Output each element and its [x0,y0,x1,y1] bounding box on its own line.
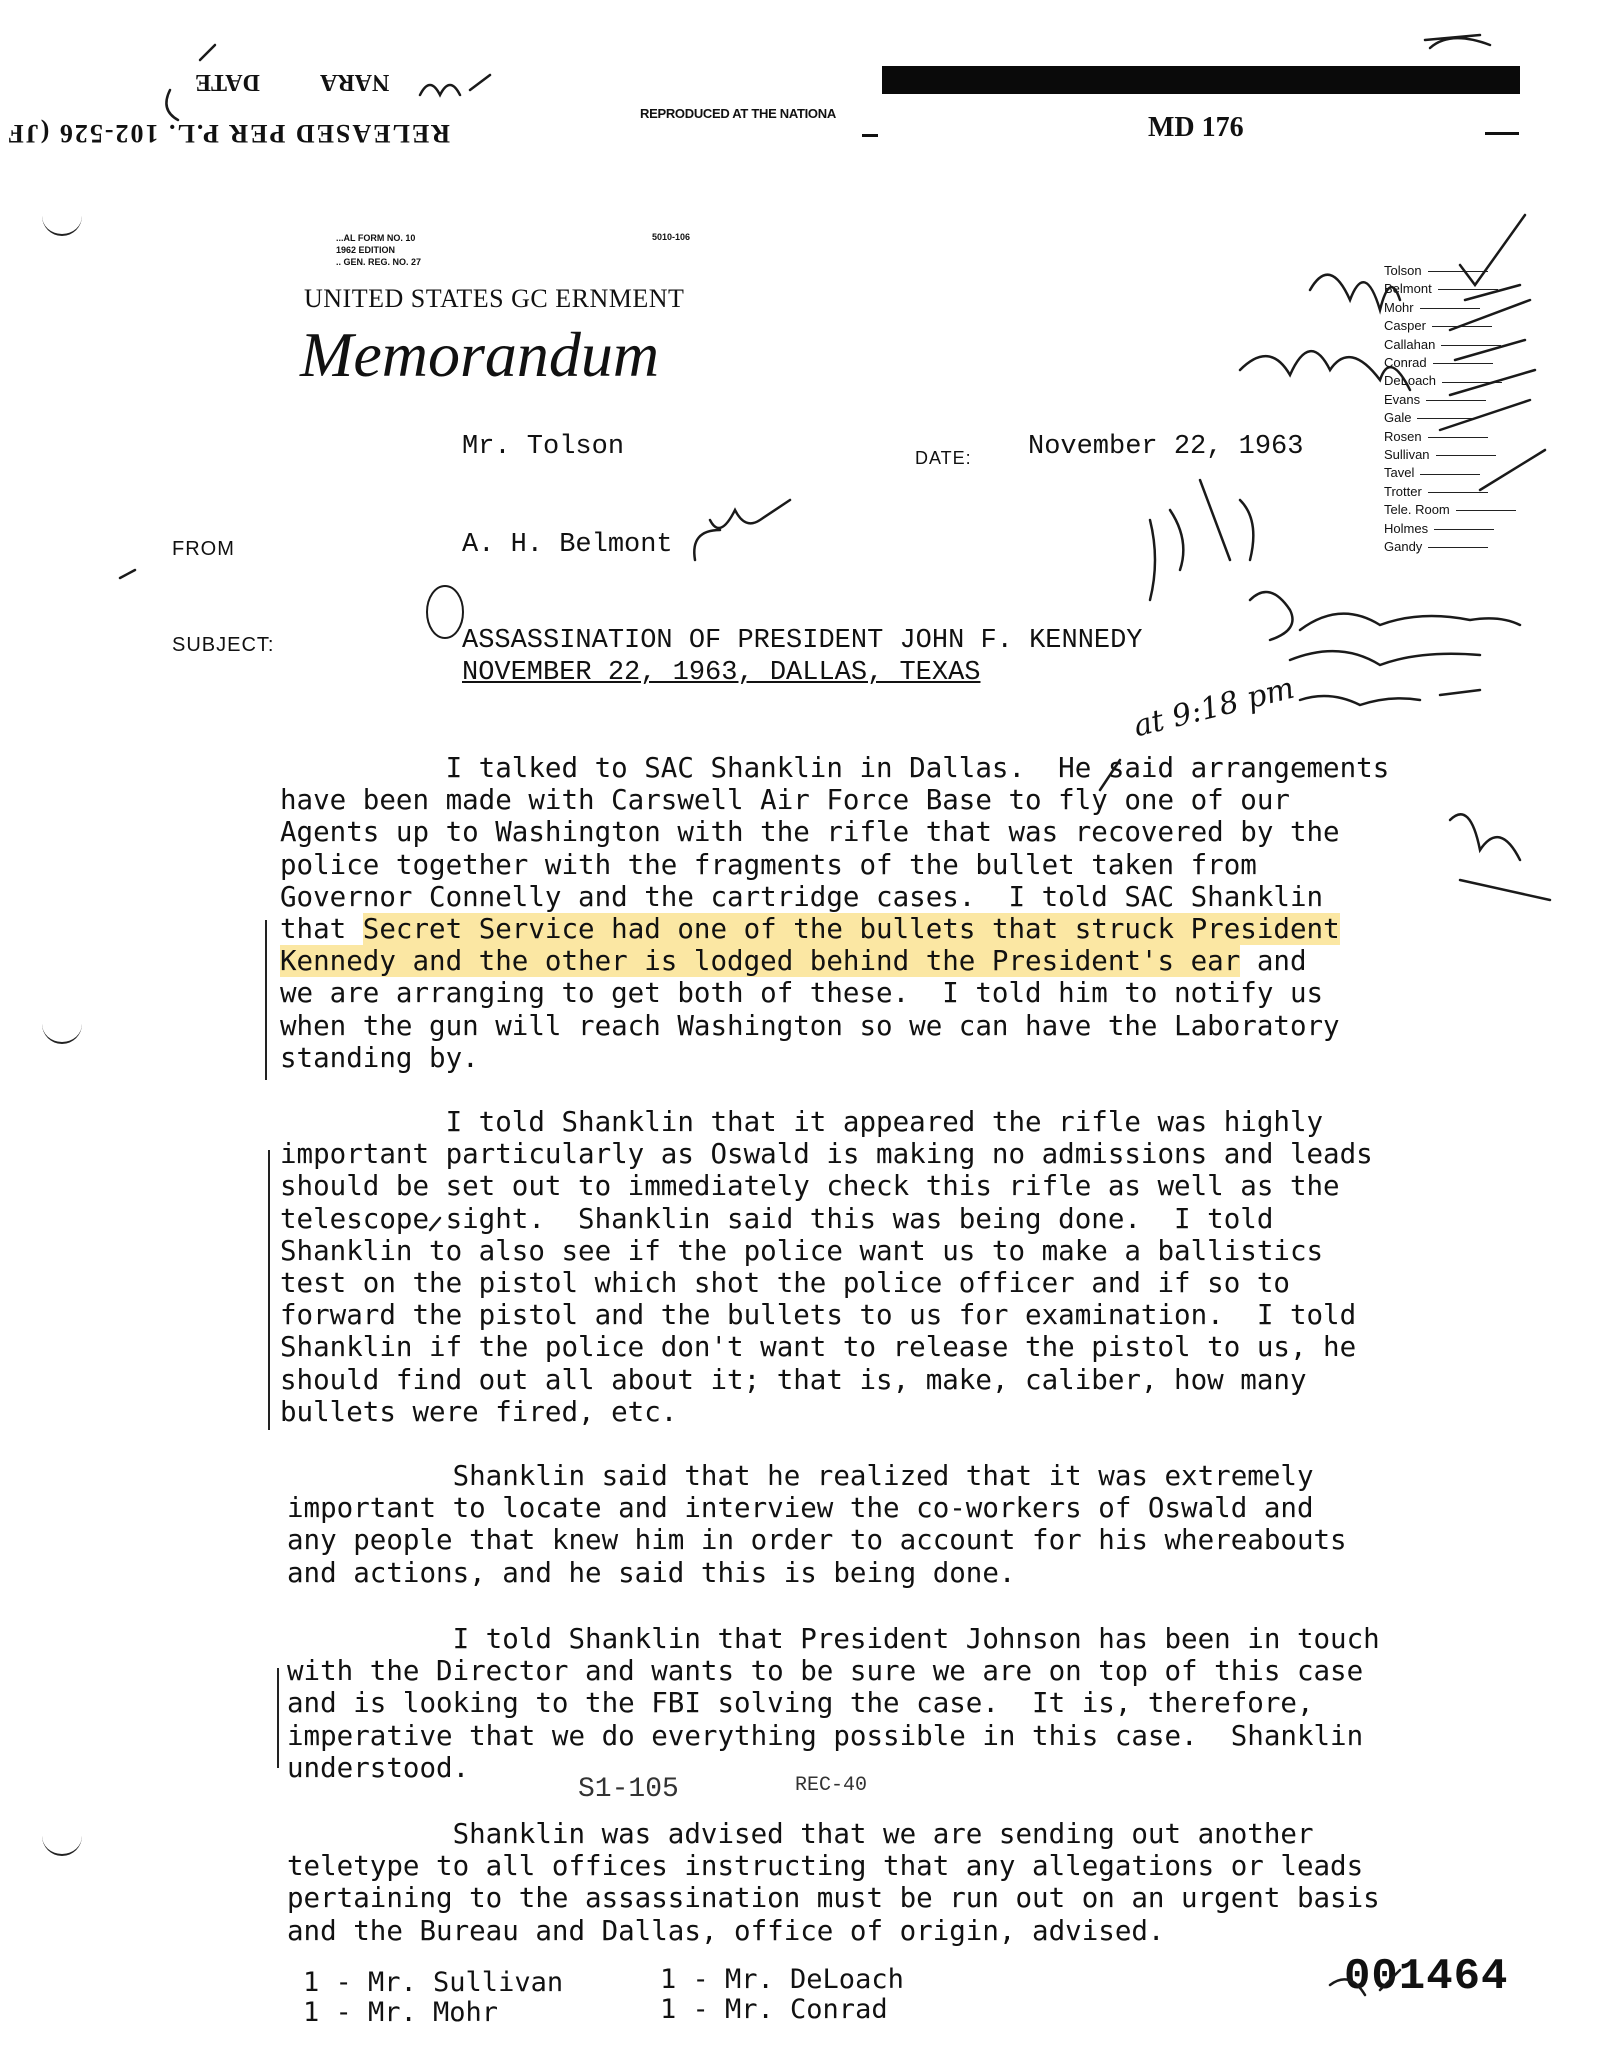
routing-name: Rosen [1384,428,1422,444]
reproduced-notice: REPRODUCED AT THE NATIONA [640,106,836,121]
routing-name: Gandy [1384,539,1423,555]
page-title: Memorandum [300,319,660,390]
from-label: FROM [172,538,235,560]
paragraph-1-text: I talked to SAC Shanklin in Dallas. He said arrangements have been made with Carswell Air Force Base to fly one of our Agents up to Washington with the rifle that was recovered by the police together with the fragments of the bullet taken from Governor Connelly and the cartridge cases. I told SAC Shanklin that [280,752,1390,946]
routing-name: Tele. Room [1384,502,1450,518]
routing-name: Tavel [1384,465,1415,481]
routing-name: Holmes [1384,520,1429,536]
paragraph-1-text: and we are arranging to get both of these. I told him to notify us when the gun will reach Washington so we can have the Laboratory standing by. [280,945,1340,1074]
paragraph-2: I told Shanklin that it appeared the rifle was highly important particularly as Oswald is making no admissions and leads should be set out to immediately check this rifle as well as the telescope sight. Shanklin said this was being done. I told Shanklin to also see if the police want us to make a ballistics test on the pistol which shot the police officer and if so to forward the pistol and the bullets to us for examination. I told Shanklin if the police don't want to release the pistol to us, he should find out all about it; that is, make, caliber, how many bullets were fired, etc. [280,1106,1373,1428]
routing-name: Gale [1384,410,1412,426]
highlighted-text: Secret Service had one of the bullets that struck President [362,913,1340,946]
to-value: Mr. Tolson [462,432,625,462]
government-line: UNITED STATES GC ERNMENT [304,284,685,313]
form-number: ...AL FORM NO. 10 1962 EDITION .. GEN. REG. NO. 27 [336,233,422,267]
subject-line-1: ASSASSINATION OF PRESIDENT JOHN F. KENNEDY [462,626,1143,656]
cc-list-right: 1 - Mr. DeLoach 1 - Mr. Conrad [660,1964,904,2025]
routing-name: Evans [1384,391,1421,407]
routing-name: Mohr [1384,299,1414,315]
serial-number: 001464 [1344,1952,1509,2002]
subject-line-2: NOVEMBER 22, 1963, DALLAS, TEXAS [462,658,981,688]
release-stamp: RELEASED PER P.L. 102-526 (JF [5,119,450,148]
routing-name: Conrad [1384,355,1427,371]
routing-name: Sullivan [1384,447,1430,463]
routing-name: Trotter [1384,483,1422,499]
routing-name: Callahan [1384,336,1436,352]
rec-stamp: REC-40 [795,1774,868,1797]
routing-name: Tolson [1384,263,1422,278]
handwritten-time-note: at 9:18 pm [1130,670,1298,745]
form-code: 5010-106 [652,232,691,242]
paragraph-5: Shanklin was advised that we are sending out another teletype to all offices instructing that any allegations or leads pertaining to the assassination must be run out on an urgent basis and the Bureau and Dallas, office of origin, advised. [287,1818,1380,1947]
document-id: MD 176 [1148,112,1244,143]
routing-name: Casper [1384,318,1426,334]
subject-label: SUBJECT: [172,634,275,656]
highlighted-text: Kennedy and the other is lodged behind the President's ear [280,945,1241,978]
date-stamp: DATE [195,69,260,95]
from-value: A. H. Belmont [462,530,673,560]
routing-name: DeLoach [1384,373,1437,389]
paragraph-3: Shanklin said that he realized that it was extremely important to locate and interview the co-workers of Oswald and any people that knew him in order to account for his whereabouts and actions, and he said this is being done. [287,1460,1347,1589]
nara-stamp: NARA [320,69,390,95]
routing-name: Belmont [1384,281,1432,297]
date-value: November 22, 1963 [1028,432,1304,462]
date-label: DATE: [915,448,972,468]
cc-list-left: 1 - Mr. Sullivan 1 - Mr. Mohr [303,1967,564,2028]
file-number-stamp: S1-105 [578,1774,679,1805]
paragraph-4: I told Shanklin that President Johnson has been in touch with the Director and wants to be sure we are on top of this case and is looking to the FBI solving the case. It is, therefore, imperative that we do everything possible in this case. Shanklin understood. [287,1623,1380,1784]
